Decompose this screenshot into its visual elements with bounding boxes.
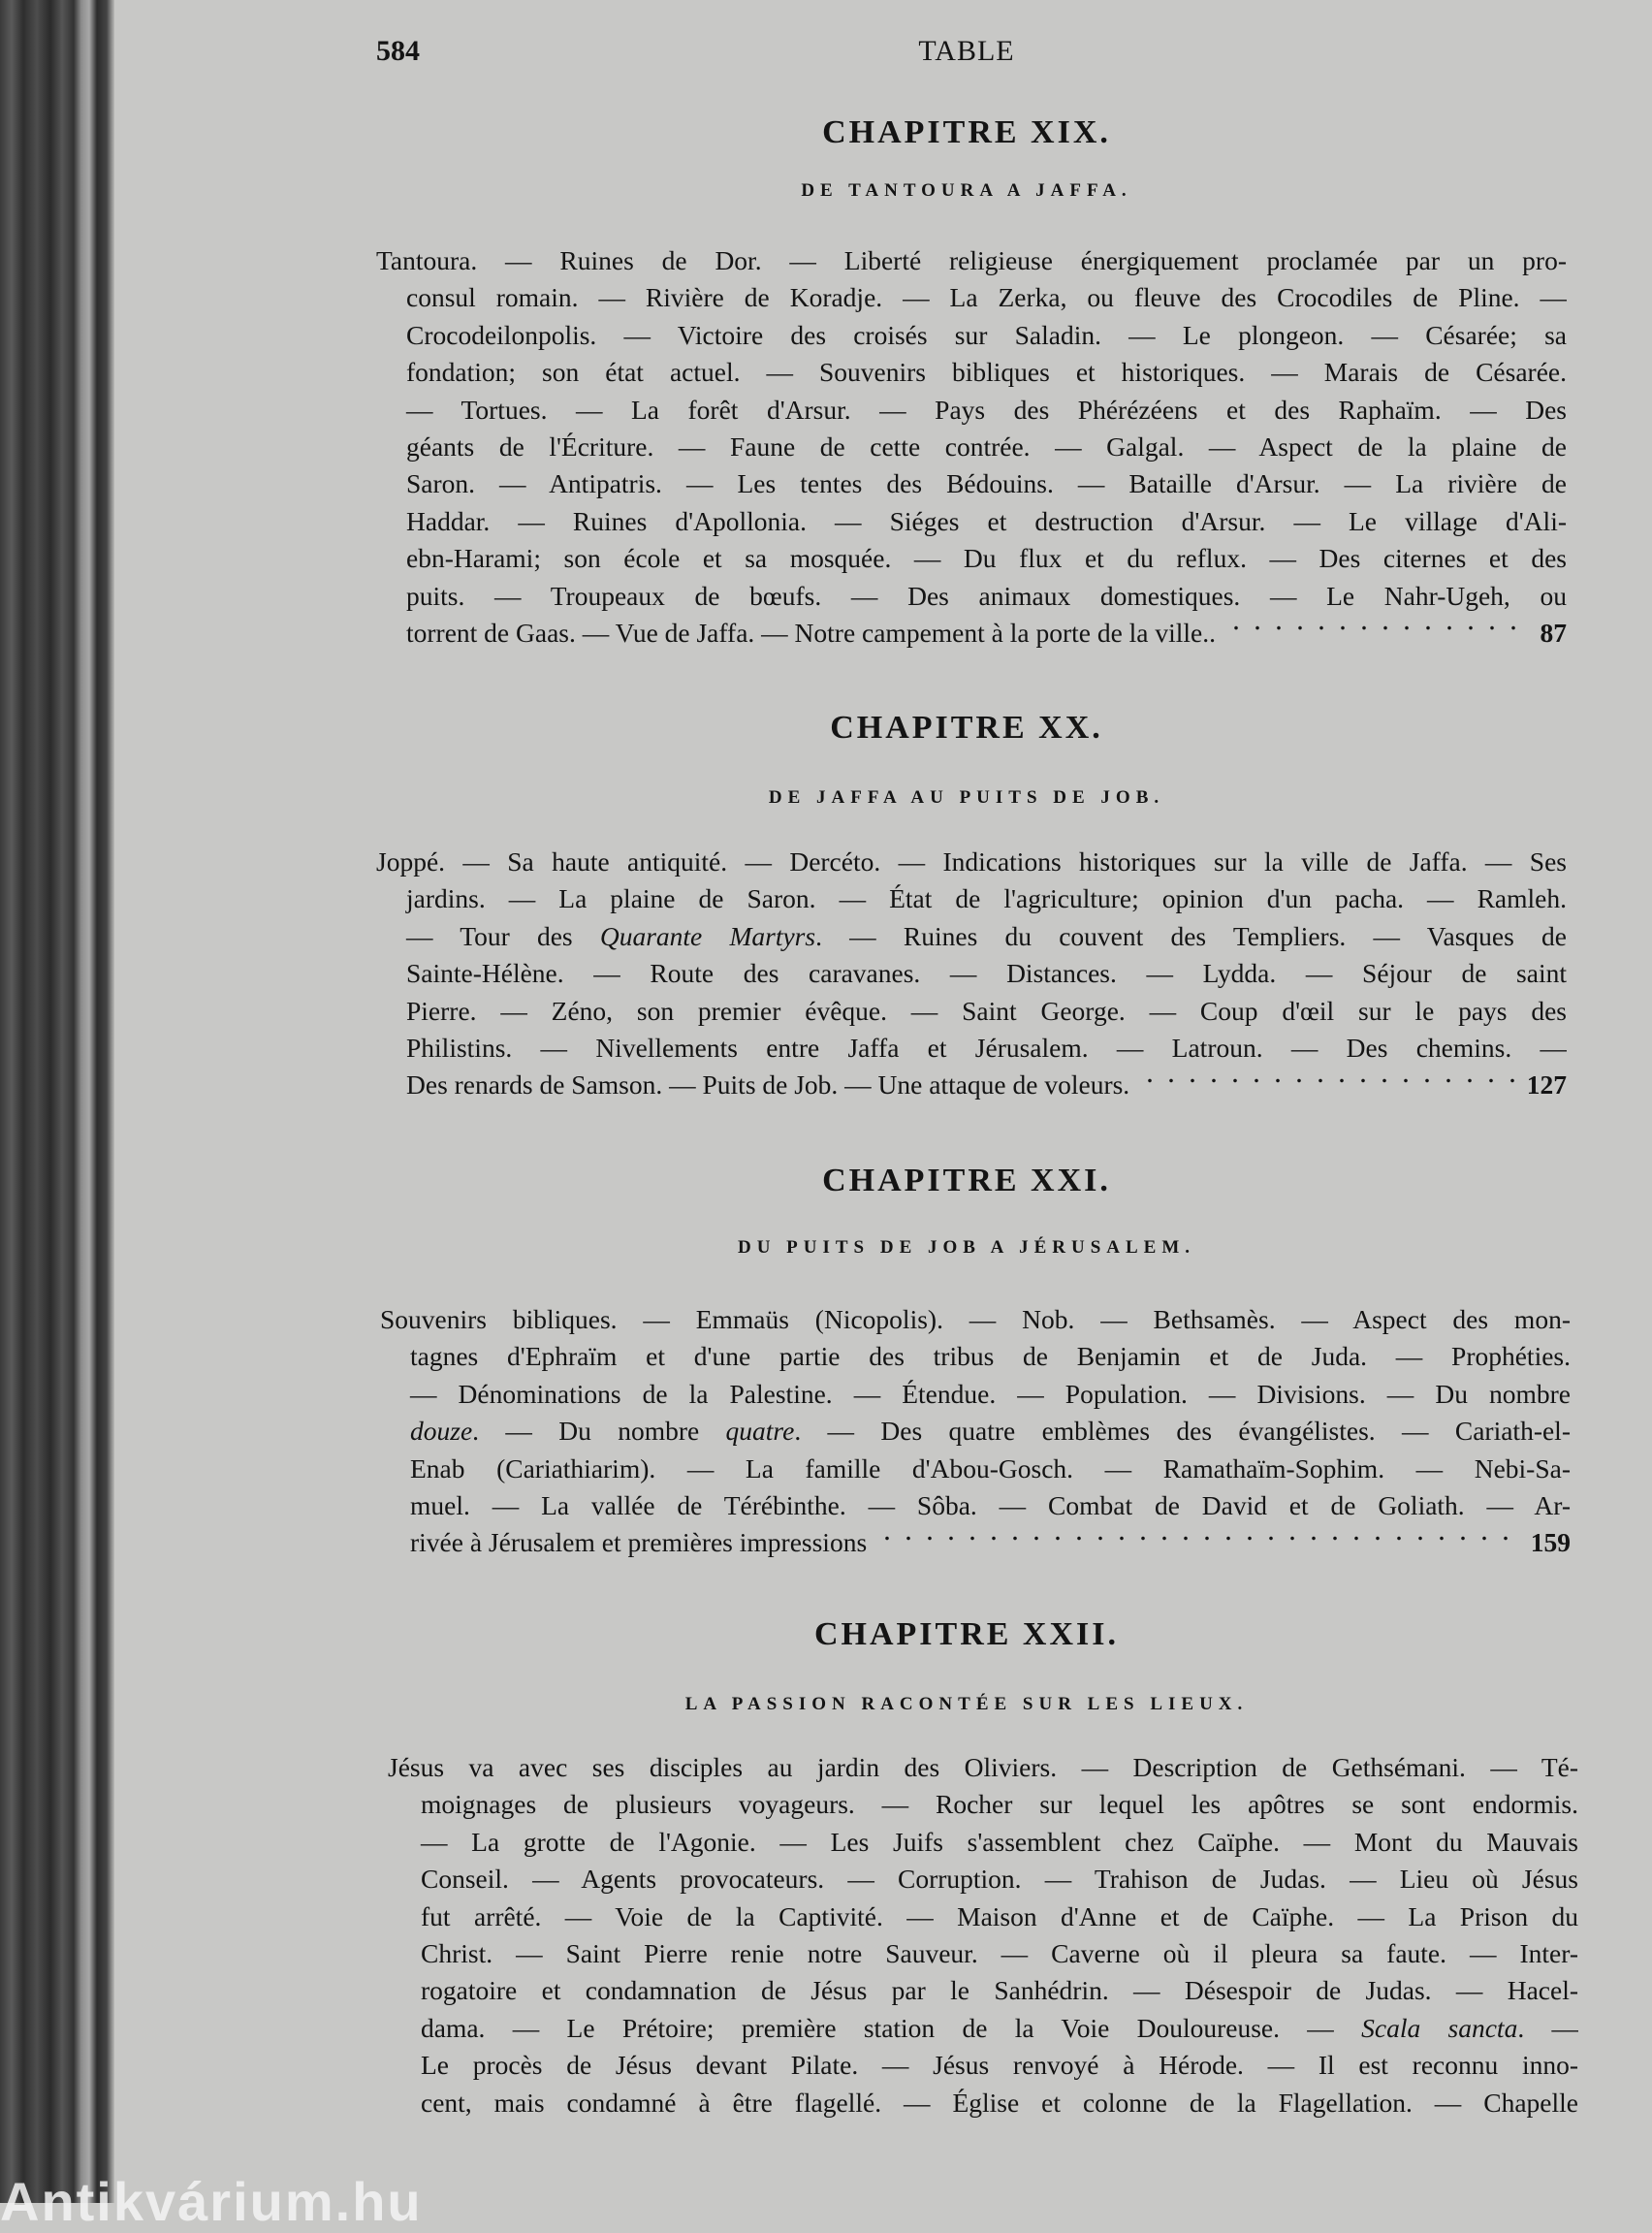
chapter-summary: [388, 1749, 1578, 2121]
summary-line: [376, 615, 1567, 652]
summary-line: fondation; son état actuel. — Souvenirs bibliques et historiques. — Marais de Césarée.: [406, 357, 1567, 388]
summary-line: Christ. — Saint Pierre renie notre Sauveur. — Caverne où il pleura sa faute. — Inter-: [421, 1937, 1578, 1968]
italic-term: Quarante Martyrs: [599, 920, 816, 951]
summary-line: Sainte-Hélène. — Route des caravanes. — Distances. — Lydda. — Séjour de saint: [406, 958, 1567, 989]
summary-line: douze. — Du nombre quatre. — Des quatre emblèmes des évangélistes. — Cariath-el-: [410, 1416, 1571, 1447]
summary-line: Jésus va avec ses disciples au jardin des Oliviers. — Description de Gethsémani. — Té-: [388, 1752, 1578, 1782]
watermark: Antikvárium.hu: [0, 2171, 423, 2232]
summary-line: dama. — Le Prétoire; première station de la Voie Douloureuse. — Scala sancta. —: [421, 2012, 1578, 2043]
italic-term: Scala sancta: [1361, 2012, 1518, 2043]
dot-leader: [876, 1525, 1521, 1552]
chapter-heading: CHAPITRE XX.: [830, 710, 1103, 746]
summary-line: Philistins. — Nivellements entre Jaffa et Jérusalem. — Latroun. — Des chemins. —: [406, 1032, 1567, 1063]
chapter-heading: CHAPITRE XXII.: [813, 1616, 1120, 1652]
summary-line: Enab (Cariathiarim). — La famille d'Abou-Gosch. — Ramathaïm-Sophim. — Nebi-Sa-: [410, 1452, 1571, 1483]
summary-line: Haddar. — Ruines d'Apollonia. — Siéges et destruction d'Arsur. — Le village d'Ali-: [406, 505, 1567, 536]
summary-line: — La grotte de l'Agonie. — Les Juifs s'assemblent chez Caïphe. — Mont du Mauvais: [421, 1826, 1578, 1857]
summary-line: cent, mais condamné à être flagellé. — Église et colonne de la Flagellation. — Chapelle: [421, 2087, 1578, 2118]
page-reference: 87: [1540, 617, 1567, 648]
italic-term: douze: [410, 1416, 473, 1447]
chapter-subtitle: DU PUITS DE JOB A JÉRUSALEM.: [737, 1237, 1196, 1258]
summary-line: Crocodeilonpolis. — Victoire des croisés sur Saladin. — Le plongeon. — Césarée; sa: [406, 319, 1567, 350]
summary-line: géants de l'Écriture. — Faune de cette contrée. — Galgal. — Aspect de la plaine de: [406, 431, 1567, 462]
line-text: Des renards de Samson. — Puits de Job. — Une attaque de voleurs.: [406, 1069, 1130, 1101]
dot-leader: [1139, 1068, 1517, 1095]
summary-line: Le procès de Jésus devant Pilate. — Jésus renvoyé à Hérode. — Il est reconnu inno-: [421, 2050, 1578, 2081]
italic-term: quatre: [725, 1416, 795, 1447]
chapter-subtitle: DE JAFFA AU PUITS DE JOB.: [768, 787, 1165, 808]
summary-line: — Dénominations de la Palestine. — Étendue. — Population. — Divisions. — Du nombre: [410, 1378, 1571, 1409]
summary-line: — Tour des Quarante Martyrs. — Ruines du couvent des Templiers. — Vasques de: [406, 920, 1567, 951]
summary-line: jardins. — La plaine de Saron. — État de l'agriculture; opinion d'un pacha. — Ramleh.: [406, 883, 1567, 914]
summary-line: muel. — La vallée de Térébinthe. — Sôba. — Combat de David et de Goliath. — Ar-: [410, 1489, 1571, 1520]
chapter-summary: [380, 1301, 1571, 1562]
chapter-heading: CHAPITRE XXI.: [822, 1163, 1111, 1198]
summary-line: Tantoura. — Ruines de Dor. — Liberté religieuse énergiquement proclamée par un pro-: [376, 245, 1567, 275]
summary-line: puits. — Troupeaux de bœufs. — Des animaux domestiques. — Le Nahr-Ugeh, ou: [406, 580, 1567, 611]
summary-line: — Tortues. — La forêt d'Arsur. — Pays des Phérézéens et des Raphaïm. — Des: [406, 394, 1567, 425]
summary-line: tagnes d'Ephraïm et d'une partie des tribus de Benjamin et de Juda. — Prophéties.: [410, 1341, 1571, 1372]
summary-line: [376, 1067, 1567, 1103]
summary-line: Saron. — Antipatris. — Les tentes des Bédouins. — Bataille d'Arsur. — La rivière de: [406, 468, 1567, 499]
summary-line: Souvenirs bibliques. — Emmaüs (Nicopolis). — Nob. — Bethsamès. — Aspect des mon-: [380, 1304, 1571, 1334]
summary-line: rogatoire et condamnation de Jésus par le Sanhédrin. — Désespoir de Judas. — Hacel-: [421, 1975, 1578, 2006]
line-text: torrent de Gaas. — Vue de Jaffa. — Notre campement à la porte de la ville..: [406, 617, 1217, 648]
chapter-subtitle: LA PASSION RACONTÉE SUR LES LIEUX.: [684, 1694, 1249, 1714]
chapter-summary: [376, 242, 1567, 652]
line-text: rivée à Jérusalem et premières impressions: [410, 1527, 868, 1558]
summary-line: Pierre. — Zéno, son premier évêque. — Saint George. — Coup d'œil sur le pays des: [406, 995, 1567, 1026]
chapter-heading: CHAPITRE XIX.: [822, 114, 1111, 150]
book-binding-edge: [0, 0, 114, 2203]
running-head-title: TABLE: [918, 35, 1015, 67]
summary-line: Conseil. — Agents provocateurs. — Corruption. — Trahison de Judas. — Lieu où Jésus: [421, 1864, 1578, 1895]
chapter-summary: [376, 844, 1567, 1104]
chapter-subtitle: DE TANTOURA A JAFFA.: [801, 180, 1132, 201]
page-number: 584: [376, 35, 420, 67]
page-reference: 127: [1526, 1069, 1567, 1101]
summary-line: ebn-Harami; son école et sa mosquée. — Du flux et du reflux. — Des citernes et des: [406, 543, 1567, 574]
dot-leader: [1225, 615, 1530, 642]
summary-line: [380, 1524, 1571, 1561]
summary-line: moignages de plusieurs voyageurs. — Rocher sur lequel les apôtres se sont endormis.: [421, 1789, 1578, 1820]
summary-line: consul romain. — Rivière de Koradje. — La Zerka, ou fleuve des Crocodiles de Pline. —: [406, 282, 1567, 313]
summary-line: Joppé. — Sa haute antiquité. — Dercéto. — Indications historiques sur la ville de Jaffa. — Ses: [376, 846, 1567, 877]
summary-line: fut arrêté. — Voie de la Captivité. — Maison d'Anne et de Caïphe. — La Prison du: [421, 1900, 1578, 1931]
page-reference: 159: [1530, 1527, 1571, 1558]
